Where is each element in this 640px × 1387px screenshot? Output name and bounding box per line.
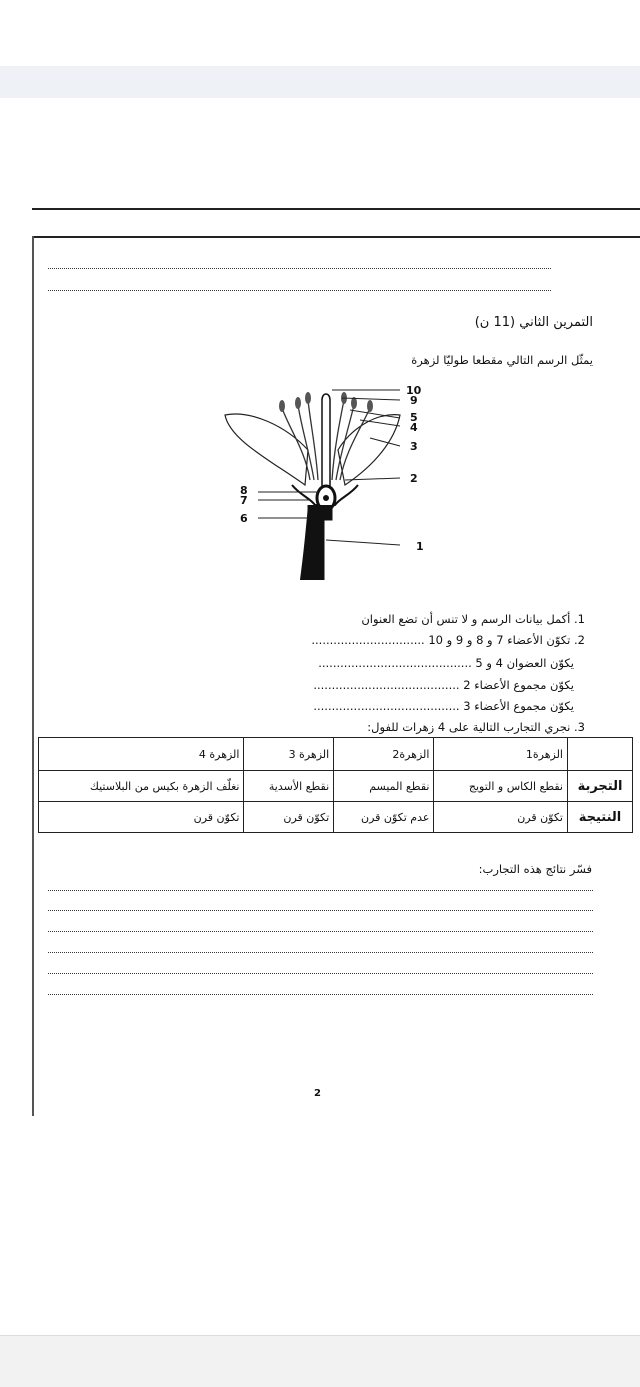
- answer-line: [48, 290, 551, 291]
- toolbar-strip: [0, 66, 640, 98]
- diagram-label-6: 6: [240, 512, 248, 525]
- table-cell: تكوّن قرن: [39, 802, 244, 833]
- flower-diagram: [210, 380, 450, 580]
- frame-top: [32, 236, 640, 238]
- question-2b: يكوّن العضوان 4 و 5 ..........................................: [318, 656, 574, 670]
- table-corner-cell: [568, 738, 633, 771]
- table-header-cell: الزهرة1: [434, 738, 568, 771]
- exercise-intro: يمثّل الرسم التالي مقطعا طوليّا لزهرة: [411, 353, 593, 367]
- table-header-cell: الزهرة2: [334, 738, 434, 771]
- table-cell: نقطع الميسم: [334, 771, 434, 802]
- question-3: 3. نجري التجارب التالية على 4 زهرات للفول:: [367, 720, 585, 734]
- row-label-result: النتيجة: [568, 802, 633, 833]
- answer-line: [48, 268, 551, 269]
- question-1: 1. أكمل بيانات الرسم و لا تنس أن تضع العنوان: [361, 612, 585, 626]
- row-label-experiment: التجربة: [568, 771, 633, 802]
- page-number: 2: [314, 1088, 321, 1099]
- answer-line: [48, 973, 593, 974]
- anthers: [279, 392, 373, 412]
- table-row: [39, 802, 633, 833]
- explain-prompt: فسّر نتائج هذه التجارب:: [478, 862, 592, 876]
- diagram-label-3: 3: [410, 440, 418, 453]
- answer-line: [48, 952, 593, 953]
- answer-line: [48, 910, 593, 911]
- answer-line: [48, 890, 593, 891]
- table-header-cell: الزهرة 3: [244, 738, 334, 771]
- diagram-label-4: 4: [410, 421, 418, 434]
- table-header-cell: الزهرة 4: [39, 738, 244, 771]
- answer-line: [48, 931, 593, 932]
- answer-line: [48, 994, 593, 995]
- diagram-label-7: 7: [240, 494, 248, 507]
- diagram-label-10: 10: [406, 384, 422, 397]
- top-bar: [0, 0, 640, 66]
- exercise-title: التمرين الثاني (11 ن): [474, 315, 593, 330]
- table-cell: تكوّن قرن: [434, 802, 568, 833]
- petal-left: [225, 414, 308, 485]
- petal-right: [338, 415, 400, 485]
- table-cell: تكوّن قرن: [244, 802, 334, 833]
- table-cell: نقطع الكاس و التويج: [434, 771, 568, 802]
- document-page[interactable]: [0, 98, 640, 1335]
- question-2d: يكوّن مجموع الأعضاء 3 ........................................: [313, 699, 574, 713]
- diagram-labels: [240, 384, 424, 553]
- frame-left: [32, 236, 34, 1116]
- question-2: 2. تكوّن الأعضاء 7 و 8 و 9 و 10 ...............................: [311, 633, 585, 647]
- stamens: [282, 400, 370, 480]
- diagram-label-9: 9: [410, 394, 418, 407]
- table-cell: نقطع الأسدية: [244, 771, 334, 802]
- diagram-label-2: 2: [410, 472, 418, 485]
- table-cell: نغلّف الزهرة بكيس من البلاستيك: [39, 771, 244, 802]
- table-row: [39, 771, 633, 802]
- bottom-bar: [0, 1335, 640, 1387]
- table-cell: عدم تكوّن قرن: [334, 802, 434, 833]
- diagram-label-5: 5: [410, 411, 418, 424]
- top-rule: [32, 208, 640, 210]
- table-header-row: [39, 738, 633, 771]
- question-2c: يكوّن مجموع الأعضاء 2 ........................................: [313, 678, 574, 692]
- diagram-label-1: 1: [416, 540, 424, 553]
- diagram-label-8: 8: [240, 484, 248, 497]
- experiment-table: [38, 737, 633, 833]
